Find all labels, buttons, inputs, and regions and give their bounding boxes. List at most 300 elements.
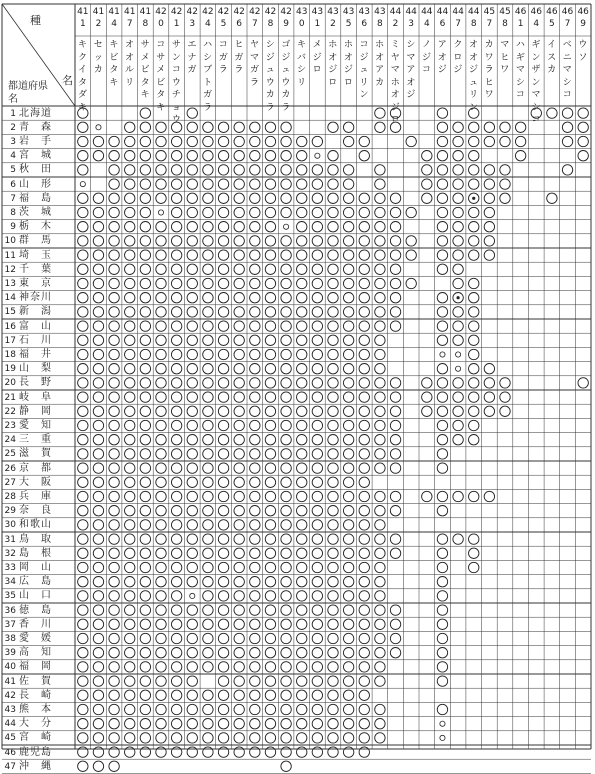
prefecture-number: 15	[4, 307, 16, 318]
prefecture-name: 島 根	[19, 547, 52, 559]
presence-mark	[93, 690, 103, 700]
presence-mark	[140, 250, 150, 260]
presence-mark	[297, 151, 307, 161]
presence-mark	[375, 264, 385, 274]
presence-mark	[250, 690, 260, 700]
presence-mark	[343, 435, 353, 445]
presence-mark	[265, 449, 275, 459]
presence-mark	[312, 719, 322, 729]
presence-mark	[281, 335, 291, 345]
presence-mark	[390, 491, 400, 501]
presence-mark	[265, 662, 275, 672]
presence-mark	[125, 307, 135, 317]
presence-mark	[234, 633, 244, 643]
presence-mark	[187, 449, 197, 459]
prefecture-number: 12	[4, 264, 16, 275]
presence-mark	[469, 151, 479, 161]
presence-mark	[453, 151, 463, 161]
presence-mark	[547, 108, 557, 118]
presence-mark	[234, 250, 244, 260]
presence-mark	[125, 676, 135, 686]
presence-mark	[437, 307, 447, 317]
presence-mark	[437, 676, 447, 686]
presence-mark	[78, 250, 88, 260]
presence-mark	[469, 420, 479, 430]
presence-mark	[390, 506, 400, 516]
presence-mark	[78, 605, 88, 615]
presence-mark	[297, 719, 307, 729]
presence-mark	[140, 562, 150, 572]
presence-mark	[265, 236, 275, 246]
presence-mark	[109, 648, 119, 658]
presence-mark	[265, 463, 275, 473]
presence-mark	[109, 435, 119, 445]
presence-mark	[156, 491, 166, 501]
presence-mark	[140, 349, 150, 359]
presence-mark	[125, 321, 135, 331]
presence-mark	[125, 151, 135, 161]
presence-mark	[203, 619, 213, 629]
presence-mark	[156, 392, 166, 402]
presence-mark	[140, 392, 150, 402]
presence-mark	[218, 349, 228, 359]
presence-mark	[375, 193, 385, 203]
presence-mark	[140, 335, 150, 345]
prefecture-name: 鳥 取	[19, 533, 52, 545]
presence-mark	[78, 704, 88, 714]
presence-mark	[78, 207, 88, 217]
presence-mark	[281, 307, 291, 317]
presence-mark	[234, 449, 244, 459]
prefecture-number: 44	[4, 719, 16, 730]
presence-mark	[156, 236, 166, 246]
presence-mark	[469, 548, 479, 558]
presence-mark	[281, 761, 291, 771]
presence-mark	[437, 165, 447, 175]
presence-mark	[390, 619, 400, 629]
presence-mark	[187, 278, 197, 288]
presence-mark	[437, 548, 447, 558]
presence-mark	[328, 477, 338, 487]
presence-mark	[140, 591, 150, 601]
presence-mark	[203, 207, 213, 217]
presence-mark	[297, 562, 307, 572]
presence-mark	[250, 747, 260, 757]
presence-mark	[125, 619, 135, 629]
presence-mark	[297, 293, 307, 303]
prefecture-number: 35	[4, 591, 16, 602]
presence-mark	[484, 392, 494, 402]
presence-mark	[109, 577, 119, 587]
presence-mark	[218, 463, 228, 473]
presence-mark	[187, 392, 197, 402]
species-name: アオジ	[437, 40, 447, 75]
presence-mark	[390, 278, 400, 288]
presence-mark	[250, 619, 260, 629]
presence-mark	[140, 704, 150, 714]
presence-mark	[171, 136, 181, 146]
prefecture-name: 岡 山	[19, 561, 52, 573]
presence-mark	[140, 222, 150, 232]
presence-mark	[93, 264, 103, 274]
presence-mark	[297, 222, 307, 232]
presence-mark	[187, 307, 197, 317]
presence-mark	[375, 619, 385, 629]
presence-mark	[156, 151, 166, 161]
presence-mark	[265, 591, 275, 601]
presence-mark	[171, 264, 181, 274]
presence-mark	[484, 179, 494, 189]
presence-mark	[234, 364, 244, 374]
presence-mark	[469, 335, 479, 345]
presence-mark	[203, 136, 213, 146]
prefecture-number: 6	[10, 179, 16, 190]
presence-mark	[109, 747, 119, 757]
presence-mark	[297, 733, 307, 743]
presence-mark	[297, 577, 307, 587]
presence-mark	[250, 349, 260, 359]
presence-mark	[140, 364, 150, 374]
presence-mark	[78, 463, 88, 473]
presence-mark	[437, 335, 447, 345]
presence-mark	[359, 733, 369, 743]
species-name: シジュウカラ	[265, 40, 275, 113]
presence-mark	[93, 435, 103, 445]
presence-mark	[250, 335, 260, 345]
prefecture-name: 兵 庫	[19, 490, 52, 502]
presence-mark	[453, 179, 463, 189]
presence-mark	[390, 378, 400, 388]
prefecture-name: 静 岡	[19, 405, 52, 417]
presence-mark	[343, 449, 353, 459]
presence-mark	[375, 349, 385, 359]
presence-mark	[359, 250, 369, 260]
presence-mark	[78, 733, 88, 743]
species-name: エナガ	[187, 40, 197, 75]
prefecture-name: 広 島	[19, 576, 52, 588]
prefecture-number: 33	[4, 562, 16, 573]
presence-mark	[250, 378, 260, 388]
prefecture-number: 11	[4, 250, 16, 261]
presence-mark	[422, 165, 432, 175]
presence-mark	[140, 151, 150, 161]
presence-mark	[234, 591, 244, 601]
presence-mark	[125, 236, 135, 246]
presence-mark	[171, 591, 181, 601]
presence-mark	[109, 406, 119, 416]
presence-mark	[328, 520, 338, 530]
presence-mark	[250, 662, 260, 672]
presence-mark	[265, 364, 275, 374]
presence-mark	[93, 676, 103, 686]
presence-mark	[250, 562, 260, 572]
presence-mark	[469, 562, 479, 572]
presence-mark	[312, 548, 322, 558]
presence-mark	[297, 250, 307, 260]
presence-mark	[328, 676, 338, 686]
presence-mark	[406, 136, 416, 146]
presence-mark	[109, 548, 119, 558]
presence-mark	[375, 520, 385, 530]
presence-mark	[297, 449, 307, 459]
presence-mark	[359, 633, 369, 643]
presence-mark	[109, 534, 119, 544]
presence-mark	[218, 577, 228, 587]
presence-mark	[93, 704, 103, 714]
presence-mark	[218, 193, 228, 203]
presence-mark	[156, 278, 166, 288]
presence-mark	[578, 378, 588, 388]
presence-mark	[78, 222, 88, 232]
presence-mark	[156, 477, 166, 487]
small-mark	[440, 735, 445, 740]
presence-mark	[234, 349, 244, 359]
presence-mark	[484, 193, 494, 203]
presence-mark	[297, 236, 307, 246]
presence-mark	[156, 449, 166, 459]
presence-mark	[78, 506, 88, 516]
presence-mark	[218, 364, 228, 374]
presence-mark	[78, 534, 88, 544]
presence-mark	[453, 491, 463, 501]
presence-mark	[265, 704, 275, 714]
presence-mark	[328, 307, 338, 317]
presence-mark	[469, 349, 479, 359]
presence-mark	[78, 662, 88, 672]
presence-mark	[187, 435, 197, 445]
presence-mark	[125, 349, 135, 359]
presence-mark	[359, 293, 369, 303]
presence-mark	[250, 136, 260, 146]
presence-mark	[437, 136, 447, 146]
species-name: シマアオジ	[406, 40, 416, 100]
presence-mark	[328, 619, 338, 629]
presence-mark	[78, 293, 88, 303]
presence-mark	[422, 193, 432, 203]
presence-mark	[312, 179, 322, 189]
presence-mark	[125, 278, 135, 288]
presence-mark	[312, 477, 322, 487]
presence-mark	[78, 307, 88, 317]
presence-mark	[125, 122, 135, 132]
prefecture-number: 23	[4, 420, 16, 431]
presence-mark	[171, 435, 181, 445]
species-name: コサメビタキ	[156, 40, 166, 113]
presence-mark	[406, 278, 416, 288]
presence-mark	[281, 676, 291, 686]
species-name: ミヤマホオジロ	[390, 40, 400, 125]
presence-mark	[250, 236, 260, 246]
presence-mark	[78, 151, 88, 161]
presence-mark	[203, 165, 213, 175]
presence-mark	[109, 307, 119, 317]
presence-mark	[375, 392, 385, 402]
presence-mark	[234, 136, 244, 146]
presence-mark	[171, 619, 181, 629]
presence-mark	[156, 349, 166, 359]
presence-mark	[125, 136, 135, 146]
prefecture-number: 39	[4, 648, 16, 659]
presence-mark	[343, 520, 353, 530]
presence-mark	[437, 534, 447, 544]
presence-mark	[78, 420, 88, 430]
species-name: ギンザンマシコ	[531, 40, 541, 125]
presence-mark	[375, 676, 385, 686]
presence-mark	[156, 605, 166, 615]
presence-mark	[312, 676, 322, 686]
presence-mark	[171, 676, 181, 686]
presence-mark	[171, 307, 181, 317]
presence-mark	[218, 633, 228, 643]
presence-mark	[265, 435, 275, 445]
presence-mark	[437, 633, 447, 643]
presence-mark	[297, 264, 307, 274]
species-number: 414	[108, 7, 120, 30]
presence-mark	[93, 619, 103, 629]
presence-mark	[328, 747, 338, 757]
dotted-mark-center	[456, 296, 459, 299]
species-number: 448	[467, 7, 480, 30]
presence-mark	[375, 435, 385, 445]
small-mark	[80, 182, 85, 187]
presence-mark	[281, 548, 291, 558]
presence-mark	[500, 392, 510, 402]
presence-mark	[281, 193, 291, 203]
presence-mark	[343, 392, 353, 402]
presence-mark	[297, 207, 307, 217]
presence-mark	[469, 222, 479, 232]
presence-mark	[78, 392, 88, 402]
species-name: キビタキ	[109, 40, 119, 88]
presence-mark	[328, 349, 338, 359]
prefecture-number: 36	[4, 605, 16, 616]
presence-mark	[265, 122, 275, 132]
presence-mark	[281, 520, 291, 530]
presence-mark	[140, 179, 150, 189]
presence-mark	[437, 207, 447, 217]
presence-mark	[390, 449, 400, 459]
presence-mark	[156, 747, 166, 757]
presence-mark	[171, 733, 181, 743]
presence-mark	[390, 293, 400, 303]
presence-mark	[203, 392, 213, 402]
prefecture-name: 富 山	[19, 320, 52, 332]
presence-mark	[125, 179, 135, 189]
presence-mark	[156, 122, 166, 132]
prefecture-number: 27	[4, 477, 16, 488]
presence-mark	[203, 222, 213, 232]
presence-mark	[453, 222, 463, 232]
presence-mark	[343, 293, 353, 303]
presence-mark	[328, 122, 338, 132]
presence-mark	[453, 165, 463, 175]
presence-mark	[109, 619, 119, 629]
presence-mark	[265, 378, 275, 388]
presence-mark	[93, 406, 103, 416]
presence-mark	[422, 406, 432, 416]
presence-mark	[203, 349, 213, 359]
presence-mark	[140, 719, 150, 729]
presence-mark	[484, 207, 494, 217]
presence-mark	[359, 364, 369, 374]
presence-mark	[109, 293, 119, 303]
presence-mark	[297, 165, 307, 175]
presence-mark	[109, 477, 119, 487]
presence-mark	[109, 506, 119, 516]
presence-mark	[203, 122, 213, 132]
presence-mark	[109, 207, 119, 217]
presence-mark	[234, 378, 244, 388]
presence-mark	[234, 520, 244, 530]
presence-mark	[78, 349, 88, 359]
presence-mark	[375, 577, 385, 587]
presence-mark	[140, 108, 150, 118]
presence-mark	[578, 108, 588, 118]
presence-mark	[187, 349, 197, 359]
presence-mark	[343, 719, 353, 729]
presence-mark	[187, 236, 197, 246]
presence-mark	[93, 193, 103, 203]
presence-mark	[281, 733, 291, 743]
prefecture-number: 32	[4, 548, 16, 559]
presence-mark	[203, 704, 213, 714]
presence-mark	[125, 335, 135, 345]
species-number: 444	[421, 7, 433, 30]
presence-mark	[515, 136, 525, 146]
presence-mark	[437, 193, 447, 203]
presence-mark	[375, 108, 385, 118]
presence-mark	[343, 534, 353, 544]
presence-mark	[281, 207, 291, 217]
presence-mark	[375, 562, 385, 572]
presence-mark	[78, 562, 88, 572]
presence-mark	[562, 136, 572, 146]
presence-mark	[171, 449, 181, 459]
presence-mark	[437, 435, 447, 445]
presence-mark	[437, 264, 447, 274]
presence-mark	[218, 605, 228, 615]
presence-mark	[469, 278, 479, 288]
presence-mark	[297, 676, 307, 686]
presence-mark	[328, 633, 338, 643]
presence-mark	[218, 321, 228, 331]
presence-mark	[140, 619, 150, 629]
presence-mark	[469, 122, 479, 132]
presence-mark	[203, 321, 213, 331]
presence-mark	[78, 761, 88, 771]
presence-mark	[375, 605, 385, 615]
presence-mark	[171, 278, 181, 288]
presence-mark	[469, 378, 479, 388]
presence-mark	[390, 193, 400, 203]
prefecture-name: 東 京	[19, 277, 52, 289]
presence-mark	[437, 420, 447, 430]
presence-mark	[203, 151, 213, 161]
presence-mark	[343, 364, 353, 374]
presence-mark	[156, 136, 166, 146]
species-number: 424	[202, 7, 214, 30]
presence-mark	[93, 349, 103, 359]
presence-mark	[187, 207, 197, 217]
presence-mark	[437, 704, 447, 714]
presence-mark	[234, 435, 244, 445]
presence-mark	[234, 733, 244, 743]
species-number: 447	[452, 7, 464, 30]
presence-mark	[187, 463, 197, 473]
presence-mark	[343, 420, 353, 430]
presence-mark	[469, 136, 479, 146]
presence-mark	[359, 136, 369, 146]
